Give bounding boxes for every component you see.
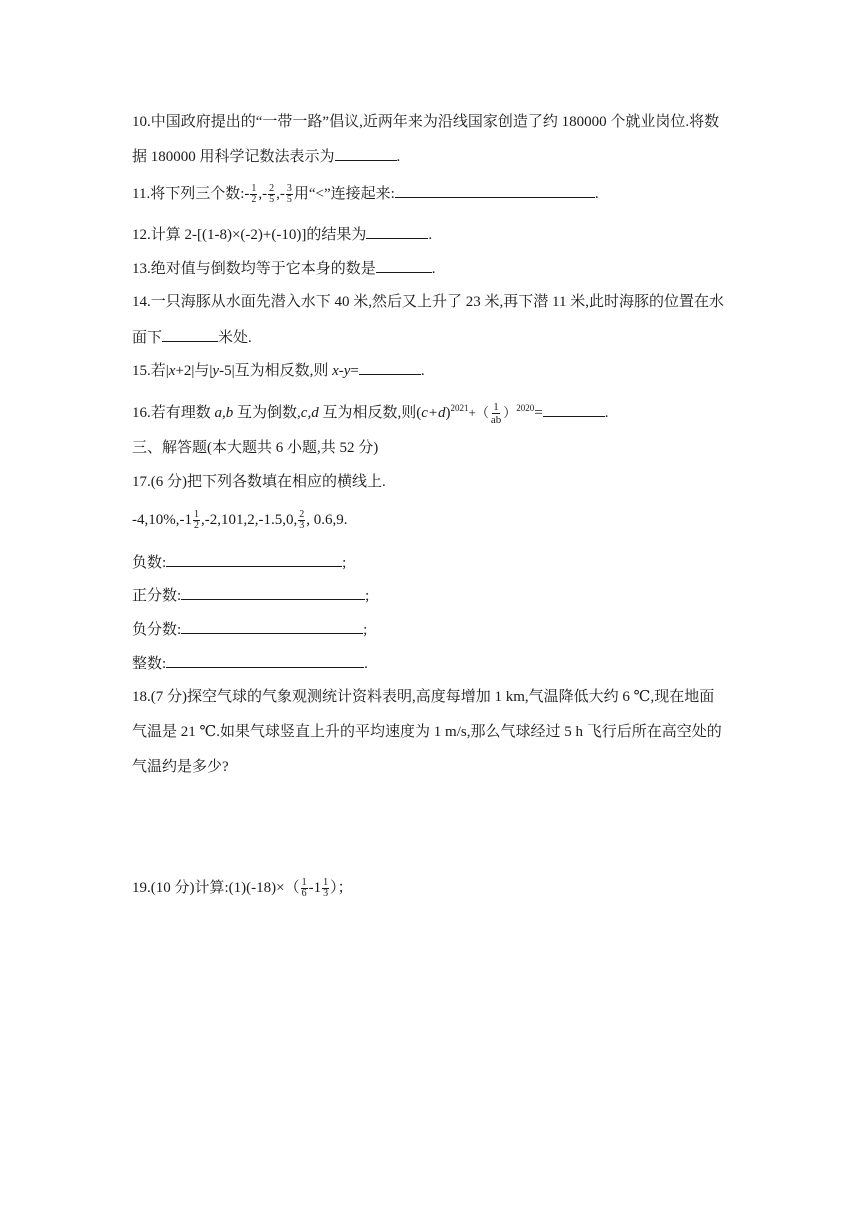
expression-c-plus-d: c+d <box>421 405 446 421</box>
numbers-text: -4,10%,-1 <box>132 512 192 528</box>
question-18-text-2: 气温是 21 ℃.如果气球竖直上升的平均速度为 1 m/s,那么气球经过 5 h 飞行后所在高空处的 <box>132 724 722 740</box>
label-integer: 整数: <box>132 656 167 672</box>
label-negative: 负数: <box>132 555 167 571</box>
numerator: 1 <box>323 877 329 889</box>
denominator: 2 <box>251 194 257 206</box>
semicolon: ; <box>342 555 347 571</box>
answer-blank-positive-fraction[interactable] <box>181 585 365 600</box>
period: . <box>364 656 368 672</box>
section-3-heading <box>132 438 378 458</box>
question-16 <box>132 398 608 426</box>
label-negative-fraction: 负分数: <box>132 622 182 638</box>
numbers-text: ,-2,101,2,-1.5,0, <box>201 512 298 528</box>
exponent-2021: 2021 <box>450 403 469 413</box>
answer-blank-11[interactable] <box>395 183 595 198</box>
equals: = <box>534 405 543 421</box>
equals: = <box>350 363 359 379</box>
question-17-integer <box>132 653 368 674</box>
variable-x: x <box>168 363 176 379</box>
fraction-1-3 <box>322 878 329 899</box>
question-17-title <box>132 472 386 492</box>
question-19 <box>132 878 353 899</box>
question-18-line-2 <box>132 722 722 742</box>
numbers-text: , 0.6,9. <box>306 512 348 528</box>
text: ) <box>445 405 451 421</box>
mixed-fraction-part <box>193 510 200 531</box>
text: 15.若| <box>132 363 169 379</box>
question-14-line-2 <box>132 327 252 348</box>
numerator: 3 <box>286 183 292 195</box>
text: ）； <box>330 880 353 896</box>
numerator: 1 <box>493 401 499 414</box>
numerator: 2 <box>299 509 305 521</box>
question-17-positive-fraction <box>132 585 369 606</box>
question-15 <box>132 360 425 381</box>
question-17-negative-fraction <box>132 619 367 640</box>
question-10-text: 10.中国政府提出的“一带一路”倡议,近两年来为沿线国家创造了约 180000 个就业岗位.将数 <box>132 114 720 130</box>
text: +（ <box>468 405 489 420</box>
question-14-text-3: 米处. <box>218 330 252 346</box>
numerator: 1 <box>194 509 199 521</box>
question-17-numbers <box>132 510 348 531</box>
label-positive-fraction: 正分数: <box>132 588 182 604</box>
answer-blank-negative[interactable] <box>166 552 342 567</box>
text: +2|与| <box>175 363 213 379</box>
answer-blank-13[interactable] <box>376 258 432 273</box>
period: . <box>604 405 609 421</box>
answer-blank-10[interactable] <box>335 146 397 161</box>
text: 互为相反数,则( <box>318 405 422 421</box>
denominator: 2 <box>194 520 199 532</box>
text: ） <box>503 405 517 420</box>
fraction-1-6 <box>301 878 308 899</box>
denominator: 6 <box>301 888 307 900</box>
semicolon: ; <box>365 588 370 604</box>
question-18-line-3 <box>132 757 229 777</box>
sign: ,- <box>258 186 268 202</box>
denominator: 3 <box>299 520 305 532</box>
fraction-1-over-ab <box>490 401 502 426</box>
sign: ,- <box>276 186 285 202</box>
numerator: 1 <box>251 183 257 195</box>
question-10-text-2: 据 180000 用科学记数法表示为 <box>132 149 335 165</box>
question-17-text: 17.(6 分)把下列各数填在相应的横线上. <box>132 474 386 490</box>
period: . <box>431 261 436 277</box>
period: . <box>428 227 433 243</box>
text: -5|互为相反数,则 <box>219 363 333 379</box>
text: 16.若有理数 <box>132 405 215 421</box>
question-18-line-1 <box>132 687 714 707</box>
denominator: ab <box>490 414 502 427</box>
text: 互为倒数, <box>233 405 301 421</box>
answer-blank-integer[interactable] <box>166 653 364 668</box>
fraction-2-3 <box>298 510 305 531</box>
fraction-3-5 <box>286 184 293 205</box>
numerator: 1 <box>301 877 307 889</box>
period: . <box>420 363 425 379</box>
question-10-line-1 <box>132 112 719 132</box>
question-14-text-2: 面下 <box>132 330 163 346</box>
semicolon: ; <box>363 622 368 638</box>
sign: - <box>244 186 250 202</box>
question-17-negative <box>132 552 346 573</box>
question-14-text: 14.一只海豚从水面先潜入水下 40 米,然后又上升了 23 米,再下潜 11 米,此时海豚的位置在水 <box>132 294 724 310</box>
question-11 <box>132 183 599 205</box>
answer-blank-negative-fraction[interactable] <box>181 619 363 634</box>
period: . <box>396 149 401 165</box>
answer-blank-12[interactable] <box>366 224 428 239</box>
text: -1 <box>308 880 322 896</box>
denominator: 5 <box>286 194 292 206</box>
fraction-2-5 <box>268 184 275 205</box>
period: . <box>594 186 599 202</box>
expression-x-y: x-y <box>332 363 351 379</box>
question-13 <box>132 258 436 279</box>
denominator: 5 <box>269 194 275 206</box>
question-18-text-3: 气温约是多少? <box>132 759 229 775</box>
question-18-text: 18.(7 分)探空气球的气象观测统计资料表明,高度每增加 1 km,气温降低大约 6 ℃,现在地面 <box>132 689 715 705</box>
answer-blank-14[interactable] <box>162 327 218 342</box>
variables-ab: a,b <box>214 405 234 421</box>
section-title: 三、解答题(本大题共 6 小题,共 52 分) <box>132 440 379 456</box>
question-10-line-2 <box>132 146 400 167</box>
question-13-text: 13.绝对值与倒数均等于它本身的数是 <box>132 261 376 277</box>
fraction-1-2 <box>250 184 257 205</box>
answer-blank-16[interactable] <box>543 402 605 417</box>
denominator: 3 <box>323 888 329 900</box>
question-19-text: 19.(10 分)计算:(1)(-18)×（ <box>132 880 300 896</box>
question-11-suffix: 用“<”连接起来: <box>293 186 395 202</box>
numerator: 2 <box>269 183 275 195</box>
question-14-line-1 <box>132 292 724 312</box>
answer-blank-15[interactable] <box>359 360 421 375</box>
question-12-text: 12.计算 2-[(1-8)×(-2)+(-10)]的结果为 <box>132 227 367 243</box>
question-11-text: 11.将下列三个数: <box>132 186 245 202</box>
variable-y: y <box>212 363 220 379</box>
variables-cd: c,d <box>300 405 319 421</box>
exponent-2020: 2020 <box>516 403 535 413</box>
question-12 <box>132 224 432 245</box>
